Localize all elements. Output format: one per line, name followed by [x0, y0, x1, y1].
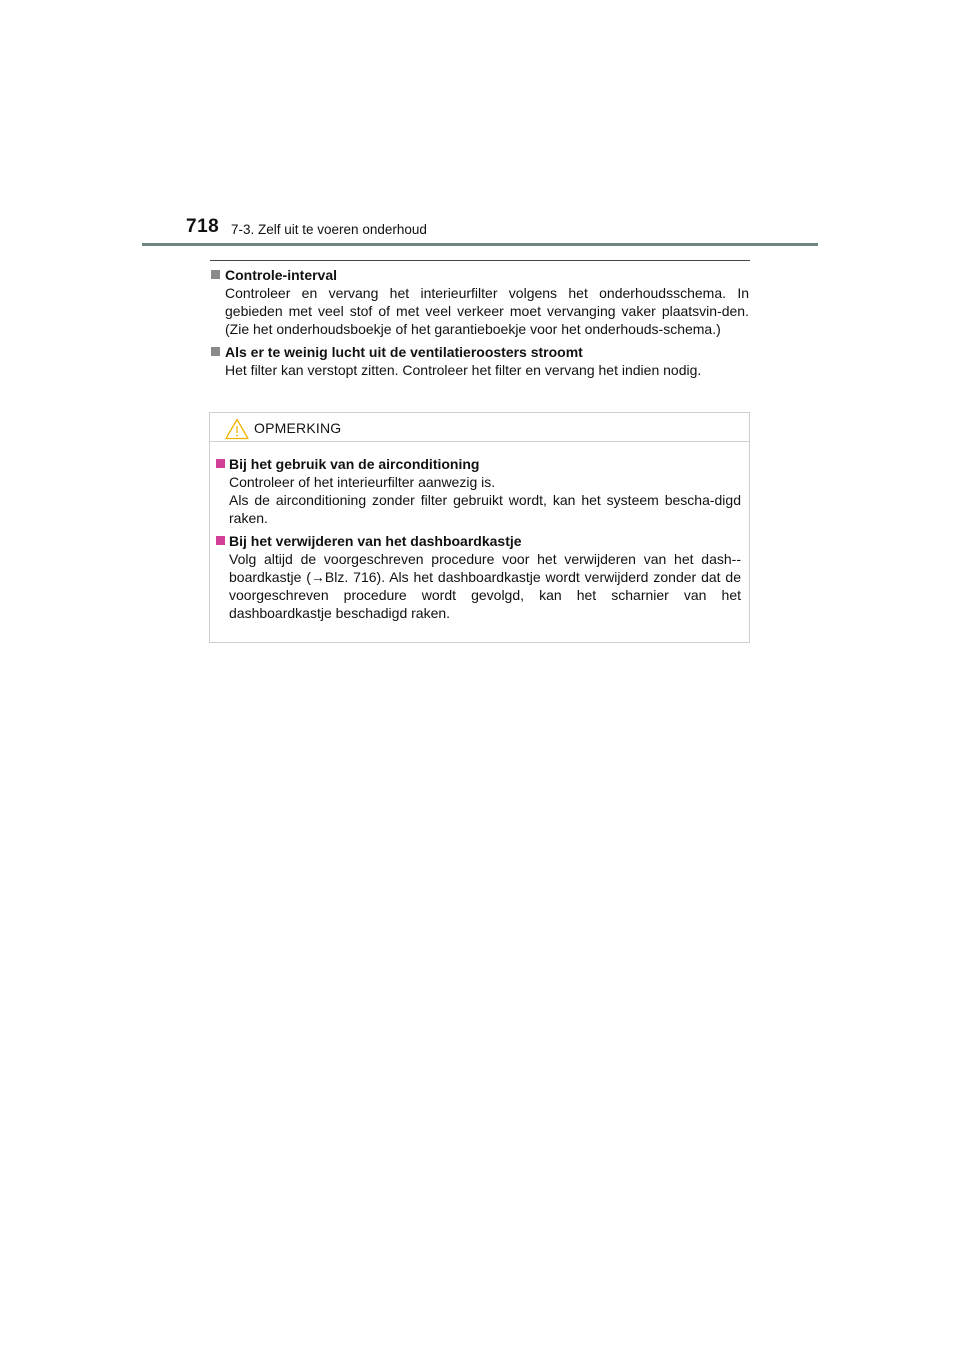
notice-item-heading: [215, 455, 741, 473]
notice-item-heading-text: Bij het verwijderen van het dashboardkastje: [229, 533, 522, 549]
section-body: Controleer en vervang het interieurfilter volgens het onderhoudsschema. In gebieden met veel stof of met veel verkeer moet vervanging vaker plaatsvin-den. (Zie het onderhoudsboekje of het garantieboekje voor het onderhouds-schema.): [225, 285, 749, 337]
notice-content: [215, 455, 741, 627]
notice-item-heading: [215, 532, 741, 550]
warning-triangle-icon: [225, 418, 249, 440]
square-bullet-icon: [211, 347, 220, 356]
header-rule: [142, 243, 818, 246]
page-number: 718: [186, 216, 220, 237]
section-heading: [210, 343, 749, 361]
notice-item-body-line: Controleer of het interieurfilter aanwezig is.: [229, 474, 496, 490]
notice-item-body-line: Als de airconditioning zonder filter gebruikt wordt, kan het systeem bescha-digd raken.: [229, 492, 741, 526]
chapter-title: 7-3. Zelf uit te voeren onderhoud: [231, 222, 427, 237]
section-heading-text: Controle-interval: [225, 267, 338, 283]
section-body: Het filter kan verstopt zitten. Controleer het filter en vervang het indien nodig.: [225, 362, 702, 378]
section-heading-text: Als er te weinig lucht uit de ventilatieroosters stroomt: [225, 344, 583, 360]
notice-item-dashboardkastje: [215, 532, 741, 622]
section-controle-interval: [210, 266, 749, 338]
section-heading: [210, 266, 749, 284]
notice-header: [210, 413, 749, 442]
square-bullet-icon: [216, 459, 225, 468]
section-rule: [210, 260, 750, 261]
notice-item-heading-text: Bij het gebruik van de airconditioning: [229, 456, 480, 472]
notice-box: [209, 412, 750, 643]
main-content: [210, 266, 749, 384]
notice-title: OPMERKING: [254, 420, 342, 436]
notice-item-airconditioning: [215, 455, 741, 527]
square-bullet-icon: [216, 536, 225, 545]
section-weinig-lucht: [210, 343, 749, 379]
notice-item-body-line: Volg altijd de voorgeschreven procedure voor het verwijderen van het dash-boardkastje (→Blz. 716). Als het dashboardkastje wordt verwijderd zonder dat de voorgeschreven procedure wordt gevolgd, kan het scharnier van het dashboardkastje beschadigd raken.: [229, 551, 741, 621]
square-bullet-icon: [211, 270, 220, 279]
